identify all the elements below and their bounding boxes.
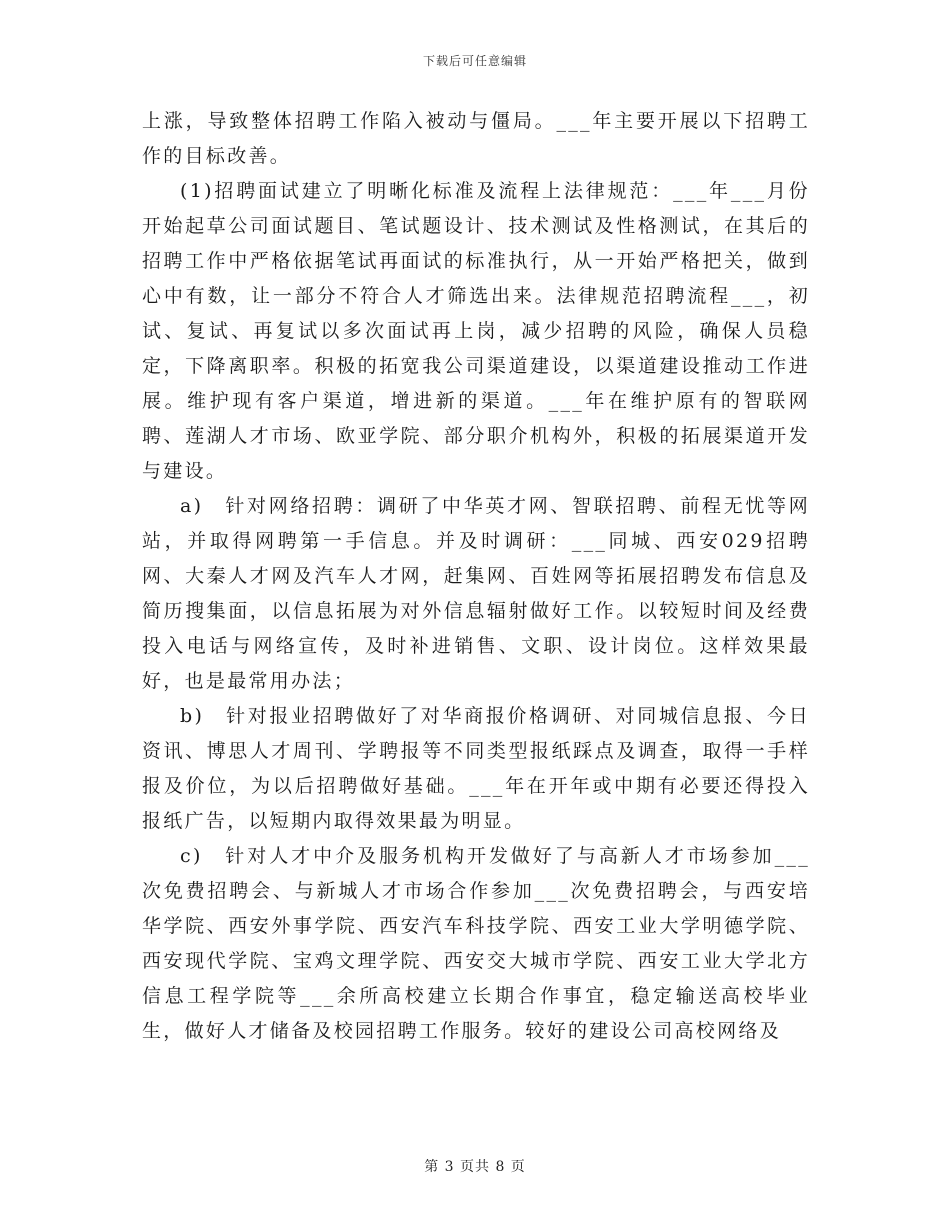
document-body [142, 104, 810, 1049]
paragraph-intro: 上涨，导致整体招聘工作陷入被动与僵局。___年主要开展以下招聘工作的目标改善。 [142, 110, 810, 167]
page-header: 下载后可任意编辑 [422, 54, 527, 68]
page-number: 第 3 页共 8 页 [424, 1159, 526, 1175]
paragraph-item-b: b) 针对报业招聘做好了对华商报价格调研、对同城信息报、今日资讯、博思人才周刊、学聘报等不同类型报纸踩点及调查，取得一手样报及价位，为以后招聘做好基础。___年在开年或中期有必要还得投入报纸广告，以短期内取得效果最为明显。 [142, 705, 810, 832]
paragraph-item-c: c) 针对人才中介及服务机构开发做好了与高新人才市场参加___次免费招聘会、与新城人才市场合作参加___次免费招聘会，与西安培华学院、西安外事学院、西安汽车科技学院、西安工业大学明德学院、西安现代学院、宝鸡文理学院、西安交大城市学院、西安工业大学北方信息工程学院等___余所高校建立长期合作事宜，稳定输送高校毕业生，做好人才储备及校园招聘工作服务。较好的建设公司高校网络及 [142, 845, 810, 1042]
paragraph-section-1: (1)招聘面试建立了明晰化标准及流程上法律规范：___年___月份开始起草公司面试题目、笔试题设计、技术测试及性格测试，在其后的招聘工作中严格依据笔试再面试的标准执行，从一开始严格把关，做到心中有数，让一部分不符合人才筛选出来。法律规范招聘流程___，初试、复试、再复试以多次面试再上岗，减少招聘的风险，确保人员稳定，下降离职率。积极的拓宽我公司渠道建设，以渠道建设推动工作进展。维护现有客户渠道，增进新的渠道。___年在维护原有的智联网聘、莲湖人才市场、欧亚学院、部分职介机构外，积极的拓展渠道开发与建设。 [142, 180, 810, 482]
paragraph-item-a: a) 针对网络招聘：调研了中华英才网、智联招聘、前程无忧等网站，并取得网聘第一手信息。并及时调研：___同城、西安029招聘网、大秦人才网及汽车人才网，赶集网、百姓网等拓展招聘发布信息及简历搜集面，以信息拓展为对外信息辐射做好工作。以较短时间及经费投入电话与网络宣传，及时补进销售、文职、设计岗位。这样效果最好，也是最常用办法； [142, 495, 810, 692]
